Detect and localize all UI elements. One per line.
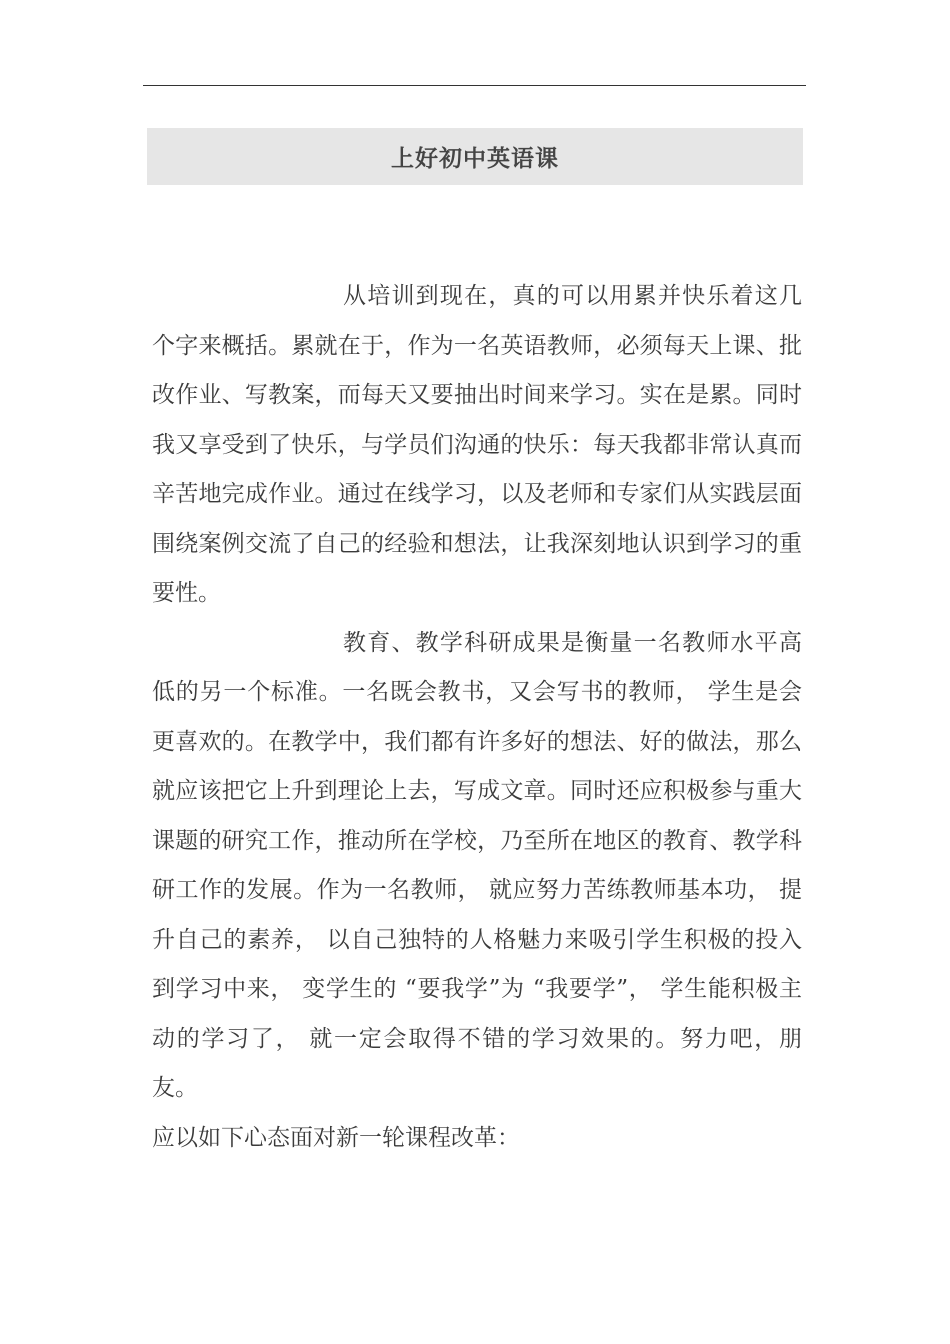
title-banner — [147, 128, 803, 185]
paragraph-2: 教育、教学科研成果是衡量一名教师水平高低的另一个标准。一名既会教书，又会写书的教师， 学生是会更喜欢的。在教学中，我们都有许多好的想法、好的做法，那么就应该把它上升到理论上去，写成文章。同时还应积极参与重大课题的研究工作，推动所在学校，乃至所在地区的教育、教学科研工作的发展。作为一名教师， 就应努力苦练教师基本功， 提升自己的素养， 以自己独特的人格魅力来吸引学生积极的投入到学习中来， 变学生的 “要我学”为 “我要学”， 学生能积极主动的学习了， 就一定会取得不错的学习效果的。努力吧，朋友。 — [152, 629, 802, 1101]
document-body — [152, 272, 802, 1163]
header-rule — [143, 85, 806, 86]
document-title: 上好初中英语课 — [391, 146, 559, 172]
paragraph-3: 应以如下心态面对新一轮课程改革： — [152, 1124, 520, 1151]
paragraph-1: 从培训到现在，真的可以用累并快乐着这几个字来概括。累就在于，作为一名英语教师，必须每天上课、批改作业、写教案，而每天又要抽出时间来学习。实在是累。同时我又享受到了快乐，与学员们沟通的快乐：每天我都非常认真而辛苦地完成作业。通过在线学习，以及老师和专家们从实践层面围绕案例交流了自己的经验和想法，让我深刻地认识到学习的重要性。 — [152, 283, 802, 606]
